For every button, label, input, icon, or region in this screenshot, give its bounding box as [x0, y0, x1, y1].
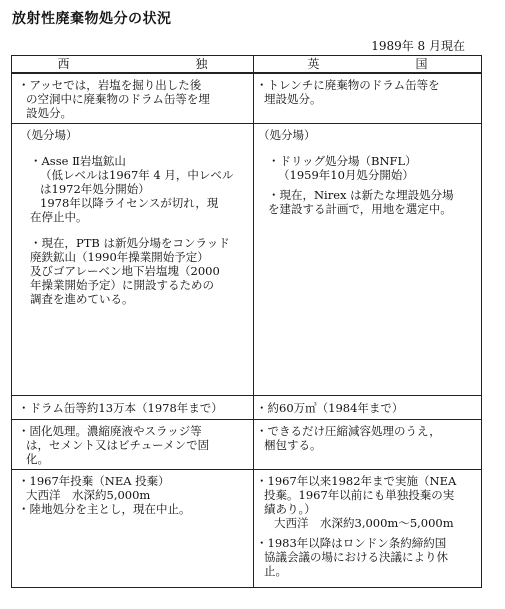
text-line: 廃鉄鉱山（1990年操業開始予定）	[30, 250, 209, 264]
cell-united-kingdom	[254, 470, 482, 588]
text-line: は，セメント又はビチューメンで固	[26, 438, 210, 452]
header-west-germany: 西 独	[12, 56, 254, 74]
text-line: ・約60万㎥（1984年まで）	[256, 401, 404, 415]
text-line: 投棄。1967年以前にも単独投棄の実	[264, 488, 455, 502]
text-line: 大西洋 水深約5,000m	[26, 488, 151, 502]
as-of-date: 1989年 8 月現在	[371, 39, 465, 53]
text-line: ・ドリッグ処分場（BNFL）	[268, 154, 417, 168]
text-line: ・1967年以来1982年まで実施（NEA	[256, 474, 457, 488]
row-disposal-sites	[12, 124, 482, 396]
text-line: ・トレンチに廃棄物のドラム缶等を	[256, 78, 440, 92]
text-line: （1959年10月処分開始）	[278, 168, 414, 182]
text-line: ・現在，PTB は新処分場をコンラッド	[30, 236, 230, 250]
comparison-table	[11, 55, 482, 588]
text-line: 及びゴアレーベン地下岩塩塊（2000	[30, 264, 220, 278]
text-line: 梱包する。	[264, 438, 322, 452]
cell-west-germany	[12, 73, 254, 124]
text-line: 在停止中。	[30, 210, 88, 224]
text-line: を建設する計画で，用地を選定中。	[268, 202, 452, 216]
cell-west-germany	[12, 124, 254, 396]
text-line: 化。	[26, 452, 49, 466]
text-line: の空洞中に廃棄物のドラム缶等を埋	[26, 92, 210, 106]
cell-west-germany	[12, 396, 254, 420]
text-line: ・できるだけ圧縮減容処理のうえ，	[256, 424, 441, 438]
section-label: （処分場）	[258, 128, 316, 142]
cell-united-kingdom	[254, 124, 482, 396]
text-line: 協議会議の場における決議により休	[264, 550, 448, 564]
row-treatment	[12, 420, 482, 470]
cell-united-kingdom	[254, 420, 482, 470]
text-line: は1972年処分開始）	[40, 182, 150, 196]
header-row	[12, 56, 482, 74]
text-line: 績あり。）	[264, 502, 316, 516]
text-line: ・アッセでは，岩塩を掘り出した後	[18, 78, 202, 92]
row-disposal-method	[12, 73, 482, 124]
row-waste-volume	[12, 396, 482, 420]
cell-west-germany	[12, 420, 254, 470]
text-line: ・1983年以降はロンドン条約締約国	[256, 536, 447, 550]
text-line: 1978年以降ライセンスが切れ，現	[40, 196, 219, 210]
document-title: 放射性廃棄物処分の状況	[12, 11, 172, 27]
text-line: ・現在，Nirex は新たな埋設処分場	[268, 188, 454, 202]
cell-west-germany	[12, 470, 254, 588]
text-line: ・ドラム缶等約13万本（1978年まで）	[18, 401, 223, 415]
header-united-kingdom: 英 国	[254, 56, 482, 74]
cell-united-kingdom	[254, 73, 482, 124]
text-line: 設処分。	[26, 106, 72, 120]
text-line: 年操業開始予定）に開設するための	[30, 278, 214, 292]
cell-united-kingdom	[254, 396, 482, 420]
text-line: 調査を進めている。	[30, 292, 134, 306]
row-ocean-dumping	[12, 470, 482, 588]
text-line: ・1967年投棄（NEA 投棄）	[18, 474, 170, 488]
text-line: （低レベルは1967年 4 月，中レベル	[40, 168, 234, 182]
text-line: ・陸地処分を主とし，現在中止。	[18, 502, 191, 516]
text-line: ・Asse Ⅱ岩塩鉱山	[30, 154, 126, 168]
text-line: ・固化処理。濃縮廃液やスラッジ等	[18, 424, 202, 438]
text-line: 埋設処分。	[264, 92, 322, 106]
section-label: （処分場）	[20, 128, 78, 142]
text-line: 止。	[264, 564, 287, 578]
text-line: 大西洋 水深約3,000m～5,000m	[274, 516, 454, 530]
